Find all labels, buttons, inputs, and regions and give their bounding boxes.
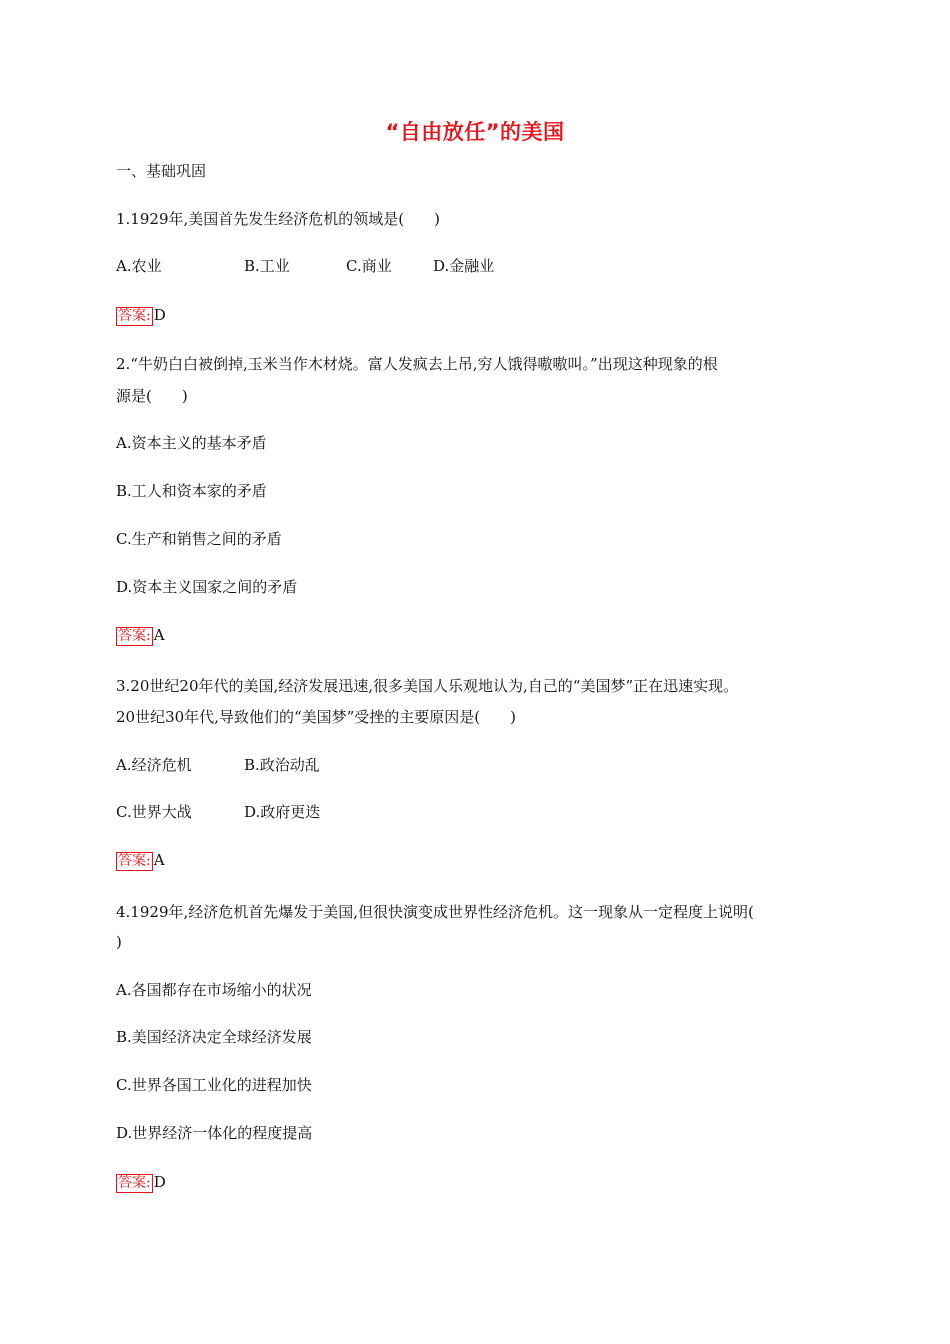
question-3-option-b: B.政治动乱 [244, 756, 320, 774]
question-2-option-c: C.生产和销售之间的矛盾 [116, 530, 282, 548]
question-2-answer [116, 625, 165, 646]
question-1-options [116, 256, 836, 276]
question-1-option-d: D.金融业 [433, 257, 495, 275]
answer-value: D [153, 306, 166, 324]
question-2-option-b: B.工人和资本家的矛盾 [116, 482, 267, 500]
answer-value: A [153, 626, 165, 644]
question-3-options-row-1 [116, 755, 836, 775]
question-3-stem-line-2: 20世纪30年代,导致他们的“美国梦”受挫的主要原因是( ) [116, 708, 516, 726]
question-1-stem: 1.1929年,美国首先发生经济危机的领域是( ) [116, 210, 440, 228]
question-3-options-row-2 [116, 802, 836, 822]
question-2-option-d: D.资本主义国家之间的矛盾 [116, 578, 298, 596]
question-3-option-c: C.世界大战 [116, 803, 192, 821]
question-4-option-d: D.世界经济一体化的程度提高 [116, 1124, 313, 1142]
question-2-option-a: A.资本主义的基本矛盾 [116, 434, 267, 452]
question-1-answer [116, 305, 166, 326]
document-title: “自由放任”的美国 [385, 120, 565, 144]
question-4-option-a: A.各国都存在市场缩小的状况 [116, 981, 312, 999]
question-3-stem-line-1: 3.20世纪20年代的美国,经济发展迅速,很多美国人乐观地认为,自己的“美国梦”正在迅速实现。 [116, 677, 739, 695]
question-2-stem-line-2: 源是( ) [116, 387, 188, 405]
question-3-answer [116, 850, 165, 871]
answer-label: 答案: [118, 628, 151, 644]
question-4-stem-line-1: 4.1929年,经济危机首先爆发于美国,但很快演变成世界性经济危机。这一现象从一定程度上说明( [116, 903, 754, 921]
question-4-stem-line-2: ) [116, 933, 122, 951]
question-1-option-b: B.工业 [244, 257, 290, 275]
question-2-stem-line-1: 2.“牛奶白白被倒掉,玉米当作木材烧。富人发疯去上吊,穷人饿得嗷嗷叫。”出现这种现象的根 [116, 355, 718, 373]
question-1-option-a: A.农业 [116, 257, 162, 275]
answer-label: 答案: [118, 308, 151, 324]
question-3-option-a: A.经济危机 [116, 756, 192, 774]
section-heading: 一、基础巩固 [116, 162, 207, 180]
answer-label: 答案: [118, 1175, 151, 1191]
question-4-option-c: C.世界各国工业化的进程加快 [116, 1076, 312, 1094]
question-1-option-c: C.商业 [346, 257, 392, 275]
answer-value: D [153, 1173, 166, 1191]
answer-value: A [153, 851, 165, 869]
question-3-option-d: D.政府更迭 [244, 803, 321, 821]
question-4-answer [116, 1172, 166, 1193]
answer-label: 答案: [118, 853, 151, 869]
question-4-option-b: B.美国经济决定全球经济发展 [116, 1028, 312, 1046]
